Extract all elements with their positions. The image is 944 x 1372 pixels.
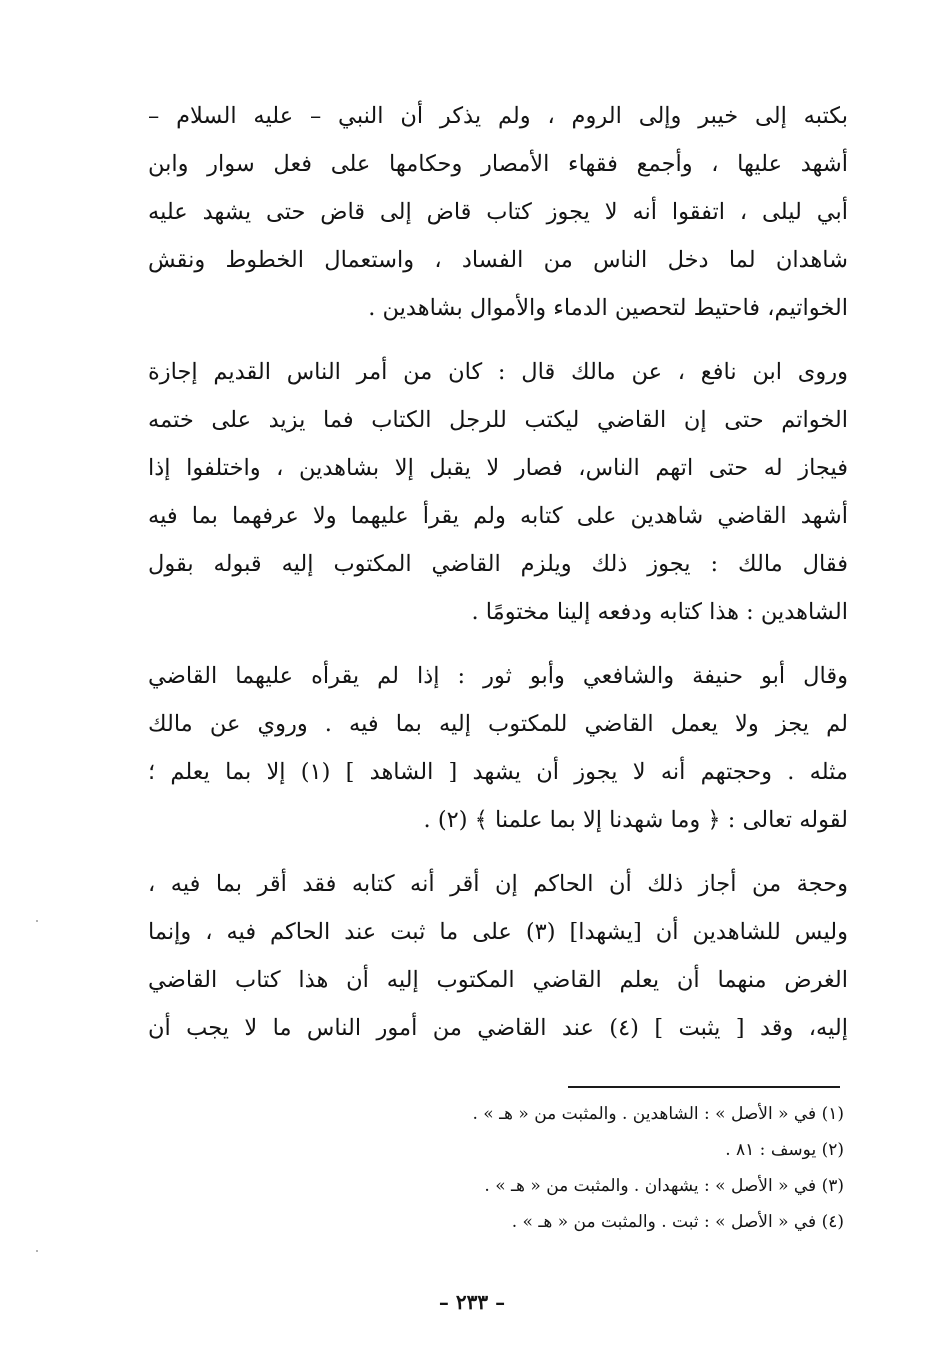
text-line: وقال أبو حنيفة والشافعي وأبو ثور : إذا لم يقرأه عليهما القاضي	[148, 663, 848, 689]
scan-speck	[36, 920, 38, 922]
text-line: وحجة من أجاز ذلك أن الحاكم إن أقر أنه كتابه فقد أقر بما فيه ،	[148, 871, 848, 897]
footnote-1: (١) في « الأصل » : الشاهدين . والمثبت من « هـ » .	[472, 1104, 844, 1124]
footnote-2: (٢) يوسف : ٨١ .	[725, 1140, 844, 1160]
text-line: مثله . وحجتهم أنه لا يجوز أن يشهد [ الشاهد ] (١) إلا بما يعلم ؛	[148, 759, 848, 785]
paragraph-gap	[148, 636, 848, 652]
paragraph-3	[148, 652, 848, 844]
paragraph-1	[148, 92, 848, 332]
scan-speck	[36, 1250, 38, 1252]
paragraph-gap	[148, 844, 848, 860]
footnotes	[148, 1096, 844, 1240]
text-line: شاهدان لما دخل الناس من الفساد ، واستعمال الخطوط ونقش	[148, 247, 848, 273]
page-number: – ٢٣٣ –	[438, 1290, 506, 1314]
text-line: الخواتم حتى إن القاضي ليكتب للرجل الكتاب فما يزيد على ختمه	[148, 407, 848, 433]
footnote-separator	[568, 1086, 840, 1088]
text-line: الغرض منهما أن يعلم القاضي المكتوب إليه أن هذا كتاب القاضي	[148, 967, 848, 993]
text-line: فقال مالك : يجوز ذلك ويلزم القاضي المكتوب إليه قبوله بقول	[148, 551, 848, 577]
text-line: لقوله تعالى : ﴿ وما شهدنا إلا بما علمنا ﴾ (٢) .	[423, 807, 848, 833]
footnote-3: (٣) في « الأصل » : يشهدان . والمثبت من « هـ » .	[484, 1176, 844, 1196]
text-line: وليس للشاهدين أن [يشهدا] (٣) على ما ثبت عند الحاكم فيه ، وإنما	[148, 919, 848, 945]
footnote-4: (٤) في « الأصل » : ثبت . والمثبت من « هـ » .	[511, 1212, 844, 1232]
text-line: أشهد القاضي شاهدين على كتابه ولم يقرأ عليهما ولا عرفهما بما فيه	[148, 503, 848, 529]
text-line: وروى ابن نافع ، عن مالك قال : كان من أمر الناس القديم إجازة	[148, 359, 848, 385]
text-line: بكتبه إلى خيبر وإلى الروم ، ولم يذكر أن النبي – عليه السلام –	[148, 103, 848, 129]
text-line: الشاهدين : هذا كتابه ودفعه إلينا مختومًا .	[471, 599, 848, 625]
text-line: فيجاز له حتى اتهم الناس، فصار لا يقبل إلا بشاهدين ، واختلفوا إذا	[148, 455, 848, 481]
text-line: أبي ليلى ، اتفقوا أنه لا يجوز كتاب قاض إلى قاض حتى يشهد عليه	[148, 199, 848, 225]
text-line: إليه، وقد [ يثبت ] (٤) عند القاضي من أمور الناس ما لا يجب أن	[148, 1015, 848, 1041]
text-line: أشهد عليها ، وأجمع فقهاء الأمصار وحكامها على فعل سوار وابن	[148, 151, 848, 177]
paragraph-gap	[148, 332, 848, 348]
text-line: الخواتيم، فاحتيط لتحصين الدماء والأموال بشاهدين .	[368, 295, 848, 321]
paragraph-2	[148, 348, 848, 636]
main-text	[148, 92, 848, 1052]
paragraph-4	[148, 860, 848, 1052]
text-line: لم يجز ولا يعمل القاضي للمكتوب إليه بما فيه . وروي عن مالك	[148, 711, 848, 737]
